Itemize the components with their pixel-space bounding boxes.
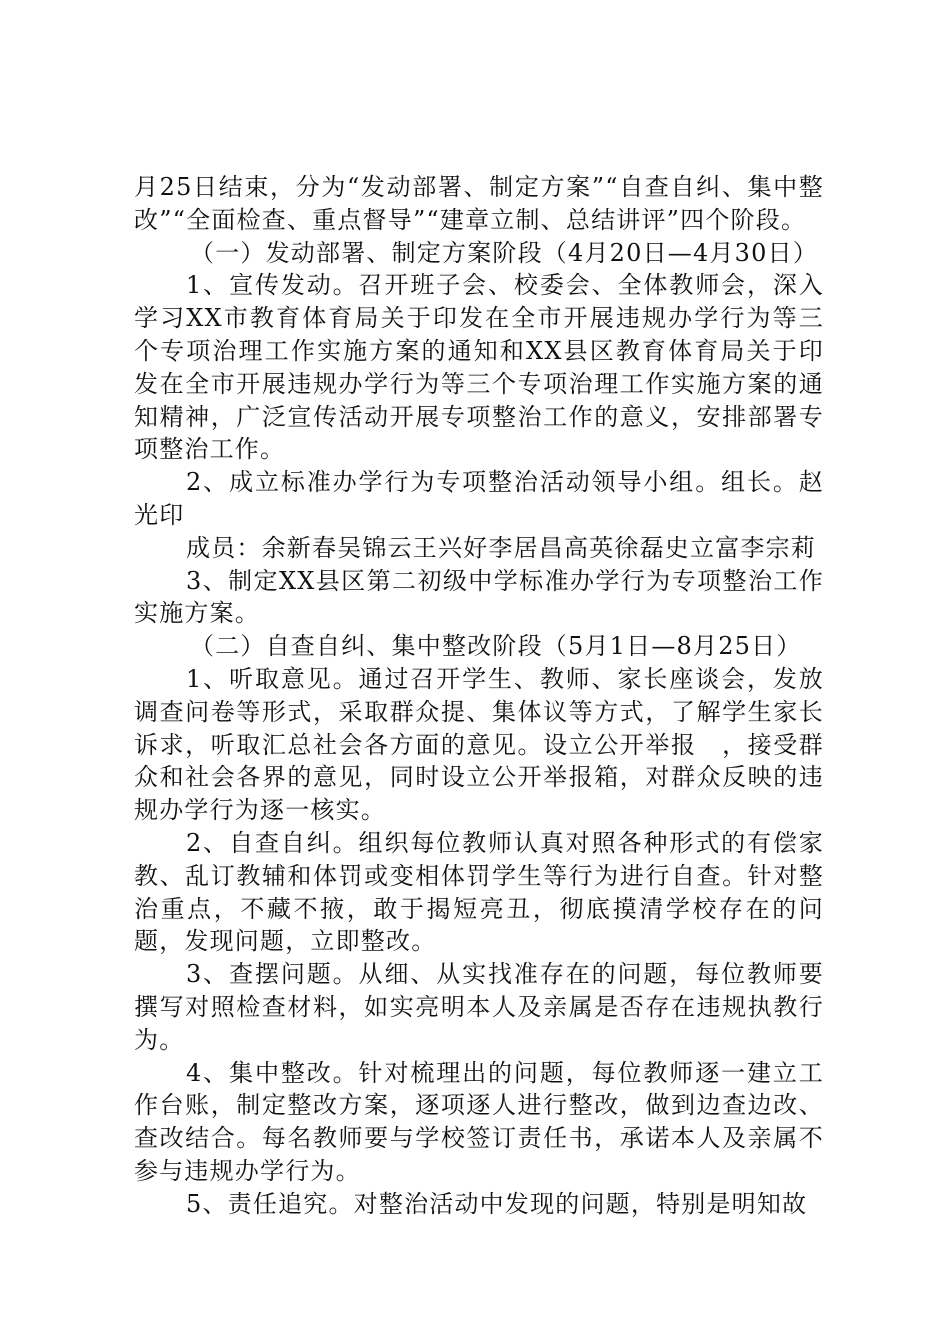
paragraph-leading-group: 2、成立标准办学行为专项整治活动领导小组。组长。赵光印 [134,468,824,529]
document-body [134,171,824,1221]
paragraph-opinions: 1、听取意见。通过召开学生、教师、家长座谈会，发放调查问卷等形式，采取群众提、集体议等方式，了解学生家长诉求，听取汇总社会各方面的意见。设立公开举报 ，接受群众和社会各界的意见，同时设立公开举报箱，对群众反映的违规办学行为逐一核实。 [134,664,824,825]
paragraph-plan: 3、制定XX县区第二初级中学标准办学行为专项整治工作实施方案。 [134,566,824,628]
paragraph-publicity: 1、宣传发动。召开班子会、校委会、全体教师会，深入学习XX市教育体育局关于印发在全市开展违规办学行为等三个专项治理工作实施方案的通知和XX县区教育体育局关于印发在全市开展违规办学行为等三个专项治理工作实施方案的通知精神，广泛宣传活动开展专项整治工作的意义，安排部署专项整治工作。 [134,271,824,464]
paragraph-stage-intro: 月25日结束，分为“发动部署、制定方案”“自查自纠、集中整改”“全面检查、重点督导”“建章立制、总结讲评”四个阶段。 [134,173,824,234]
heading-stage-two: （二）自查自纠、集中整改阶段（5月1日—8月25日） [190,632,802,661]
paragraph-members: 成员：余新春吴锦云王兴好李居昌高英徐磊史立富李宗莉 [186,533,816,562]
paragraph-accountability: 5、责任追究。对整治活动中发现的问题，特别是明知故 [186,1189,808,1218]
paragraph-self-check: 2、自查自纠。组织每位教师认真对照各种形式的有偿家教、乱订教辅和体罚或变相体罚学生等行为进行自查。针对整治重点，不藏不掖，敢于揭短亮丑，彻底摸清学校存在的问题，发现问题，立即整改。 [134,828,824,956]
heading-stage-one: （一）发动部署、制定方案阶段（4月20日—4月30日） [190,238,819,267]
paragraph-find-problems: 3、查摆问题。从细、从实找准存在的问题，每位教师要撰写对照检查材料，如实亮明本人及亲属是否存在违规执教行为。 [134,960,824,1054]
paragraph-rectification: 4、集中整改。针对梳理出的问题，每位教师逐一建立工作台账，制定整改方案，逐项逐人进行整改，做到边查边改、查改结合。每名教师要与学校签订责任书，承诺本人及亲属不参与违规办学行为。 [134,1058,824,1185]
